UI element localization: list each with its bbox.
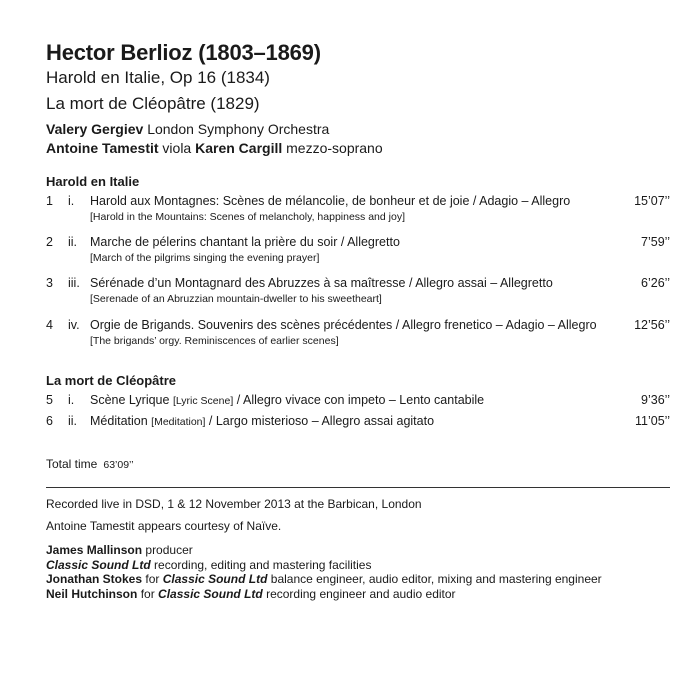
track-title-translation: [Lyric Scene]	[172, 395, 234, 407]
track-title: Orgie de Brigands. Souvenirs des scènes précédentes / Allegro frenetico – Adagio – Allegro	[90, 318, 597, 332]
track-translation: [Serenade of an Abruzzian mountain-dweller to his sweetheart]	[90, 293, 382, 305]
total-time-label: Total time	[46, 457, 98, 471]
movement-number: ii.	[68, 235, 78, 249]
section-title-cleopatre: La mort de Cléopâtre	[46, 373, 177, 388]
section-title-harold: Harold en Italie	[46, 174, 140, 189]
credit-company: Classic Sound Ltd	[162, 572, 268, 586]
track-title	[90, 414, 434, 428]
credit-name: Jonathan Stokes	[46, 572, 143, 586]
work-title-2: La mort de Cléopâtre (1829)	[46, 94, 260, 113]
track-translation: [Harold in the Mountains: Scenes of melancholy, happiness and joy]	[90, 211, 405, 223]
credit-line	[46, 558, 602, 573]
track-number: 5	[46, 393, 53, 407]
track-title-main: Méditation	[90, 414, 152, 428]
credit-company: Classic Sound Ltd	[46, 557, 151, 572]
track-duration: 11’05’’	[635, 414, 670, 428]
track-duration: 6’26’’	[641, 276, 670, 290]
track-title: Marche de pélerins chantant la prière du soir / Allegretto	[90, 235, 400, 249]
conductor-name: Valery Gergiev	[46, 121, 144, 137]
track-duration: 15’07’’	[634, 194, 670, 208]
work-title-1: Harold en Italie, Op 16 (1834)	[46, 68, 270, 87]
track-duration: 9’36’’	[641, 393, 670, 407]
recording-note: Recorded live in DSD, 1 & 12 November 2013 at the Barbican, London	[46, 497, 422, 511]
movement-number: i.	[68, 194, 75, 208]
soloist-2-name: Karen Cargill	[195, 140, 283, 156]
divider	[46, 487, 670, 488]
track-duration: 7’59’’	[641, 235, 670, 249]
track-number: 2	[46, 235, 53, 249]
credit-role: recording engineer and audio editor	[266, 586, 456, 601]
track-title	[90, 393, 484, 407]
total-time-value: 63’09’’	[103, 459, 134, 471]
courtesy-note: Antoine Tamestit appears courtesy of Naïve.	[46, 519, 282, 533]
soloist-1-role: viola	[162, 140, 192, 156]
soloist-2-role: mezzo-soprano	[286, 140, 383, 156]
credit-line	[46, 543, 602, 558]
track-translation: [March of the pilgrims singing the evening prayer]	[90, 252, 320, 264]
movement-number: iii.	[68, 276, 80, 290]
credit-role: balance engineer, audio editor, mixing and mastering engineer	[270, 572, 602, 586]
production-credits	[46, 543, 602, 601]
track-title: Sérénade d’un Montagnard des Abruzzes à sa maîtresse / Allegro assai – Allegretto	[90, 276, 553, 290]
orchestra-name: London Symphony Orchestra	[147, 121, 330, 137]
credit-line	[46, 572, 602, 587]
track-number: 3	[46, 276, 53, 290]
credit-for: for	[140, 586, 155, 601]
conductor-credit	[46, 121, 329, 137]
total-time	[46, 457, 134, 471]
credit-name: Neil Hutchinson	[46, 586, 138, 601]
credit-name: James Mallinson	[46, 543, 143, 557]
movement-number: iv.	[68, 318, 80, 332]
track-translation: [The brigands’ orgy. Reminiscences of earlier scenes]	[90, 335, 339, 347]
track-title-tempo: / Largo misterioso – Allegro assai agitato	[205, 414, 435, 428]
track-title-tempo: / Allegro vivace con impeto – Lento cantabile	[233, 393, 485, 407]
credit-role: producer	[145, 543, 193, 557]
composer-title: Hector Berlioz (1803–1869)	[46, 40, 321, 65]
movement-number: i.	[68, 393, 75, 407]
track-number: 6	[46, 414, 53, 428]
track-number: 4	[46, 318, 53, 332]
credit-for: for	[145, 572, 160, 586]
soloist-1-name: Antoine Tamestit	[46, 140, 159, 156]
track-number: 1	[46, 194, 53, 208]
credit-line	[46, 587, 602, 602]
credit-role: recording, editing and mastering facilities	[154, 557, 372, 572]
soloist-credit	[46, 140, 383, 156]
track-title-main: Scène Lyrique	[90, 393, 173, 407]
track-duration: 12’56’’	[634, 318, 670, 332]
movement-number: ii.	[68, 414, 78, 428]
track-title: Harold aux Montagnes: Scènes de mélancolie, de bonheur et de joie / Adagio – Allegro	[90, 194, 571, 208]
track-title-translation: [Meditation]	[151, 416, 206, 428]
credit-company: Classic Sound Ltd	[158, 586, 263, 601]
